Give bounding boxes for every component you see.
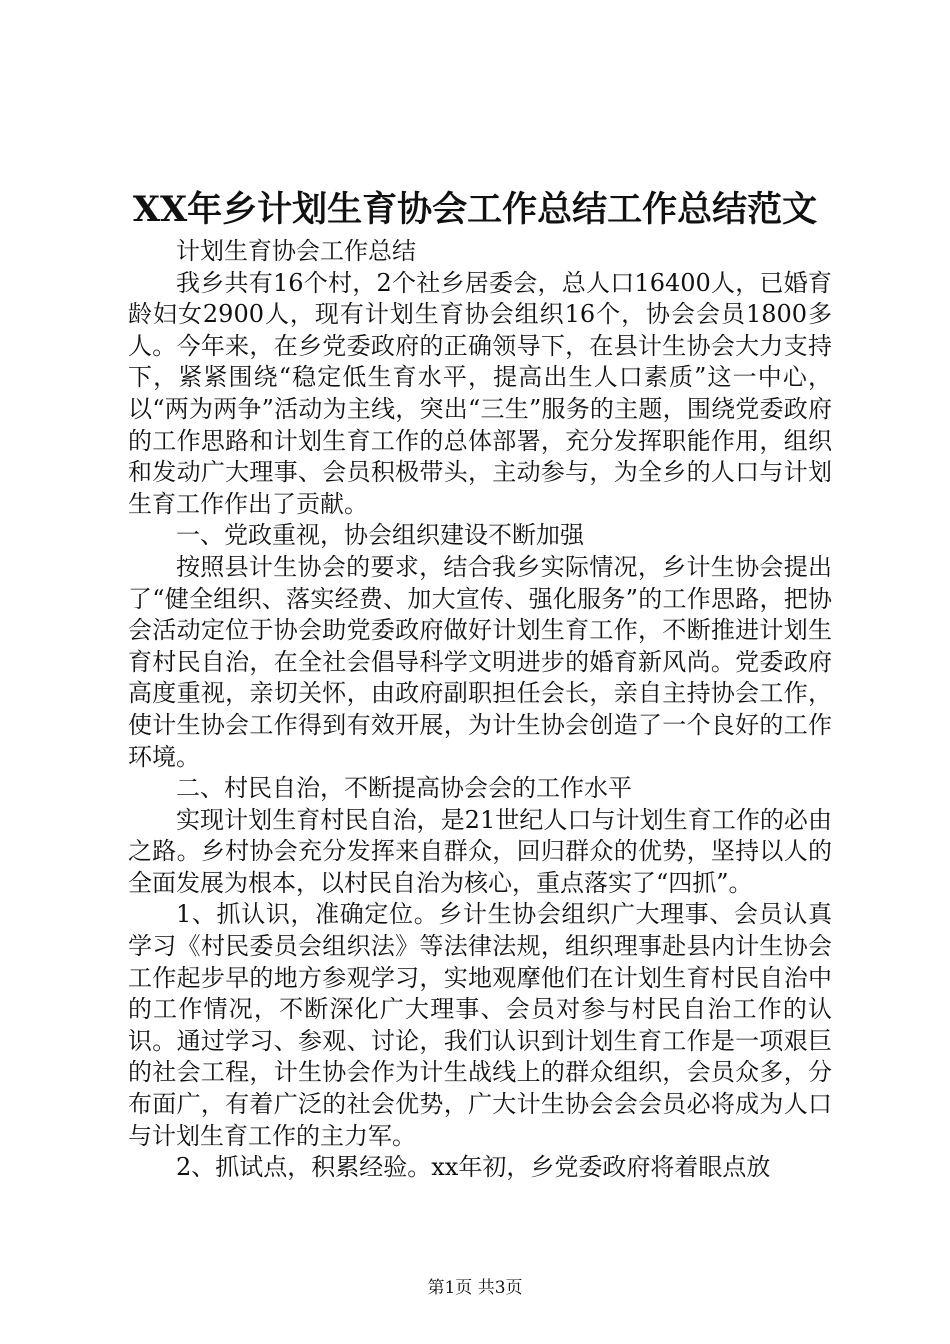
paragraph-heading-summary: 计划生育协会工作总结 (176, 237, 416, 265)
section-heading-2: 二、村民自治，不断提高协会会的工作水平 (176, 774, 632, 803)
paragraph-section-1: 按照县计生协会的要求，结合我乡实际情况，乡计生协会提出了“健全组织、落实经费、加大宣传、强化服务”的工作思路，把协会活动定位于协会助党委政府做好计划生育工作，不断推进计划生育村民自治，在全社会倡导科学文明进步的婚育新风尚。党委政府高度重视，亲切关怀，由政府副职担任会长，亲自主持协会工作，使计生协会工作得到有效开展，为计生协会创造了一个良好的工作环境。 (128, 552, 832, 771)
section-heading-1: 一、党政重视，协会组织建设不断加强 (176, 521, 584, 550)
document-title: XX年乡计划生育协会工作总结工作总结范文 (132, 189, 818, 230)
paragraph-overview: 我乡共有16个村，2个社乡居委会，总人口16400人，已婚育龄妇女2900人，现有计划生育协会组织16个，协会会员1800多人。今年来，在乡党委政府的正确领导下，在县计生协会大力支持下，紧紧围绕“稳定低生育水平，提高出生人口素质”这一中心，以“两为两争”活动为主线，突出“三生”服务的主题，围绕党委政府的工作思路和计划生育工作的总体部署，充分发挥职能作用，组织和发动广大理事、会员积极带头，主动参与，为全乡的人口与计划生育工作作出了贡献。 (128, 268, 832, 518)
document-body (128, 236, 832, 1184)
page-footer: 第1页 共3页 (427, 1278, 523, 1298)
paragraph-section-2: 实现计划生育村民自治，是21世纪人口与计划生育工作的必由之路。乡村协会充分发挥来自群众，回归群众的优势，坚持以人的全面发展为根本，以村民自治为核心，重点落实了“四抓”。 (128, 805, 832, 897)
paragraph-item-2: 2、抓试点，积累经验。xx年初，乡党委政府将着眼点放 (176, 1153, 771, 1182)
paragraph-item-1: 1、抓认识，准确定位。乡计生协会组织广大理事、会员认真学习《村民委员会组织法》等法律法规，组织理事赴县内计生协会工作起步早的地方参观学习，实地观摩他们在计划生育村民自治中的工作情况，不断深化广大理事、会员对参与村民自治工作的认识。通过学习、参观、讨论，我们认识到计划生育工作是一项艰巨的社会工程，计生协会作为计生战线上的群众组织，会员众多，分布面广，有着广泛的社会优势，广大计生协会会会员必将成为人口与计划生育工作的主力军。 (128, 900, 832, 1150)
